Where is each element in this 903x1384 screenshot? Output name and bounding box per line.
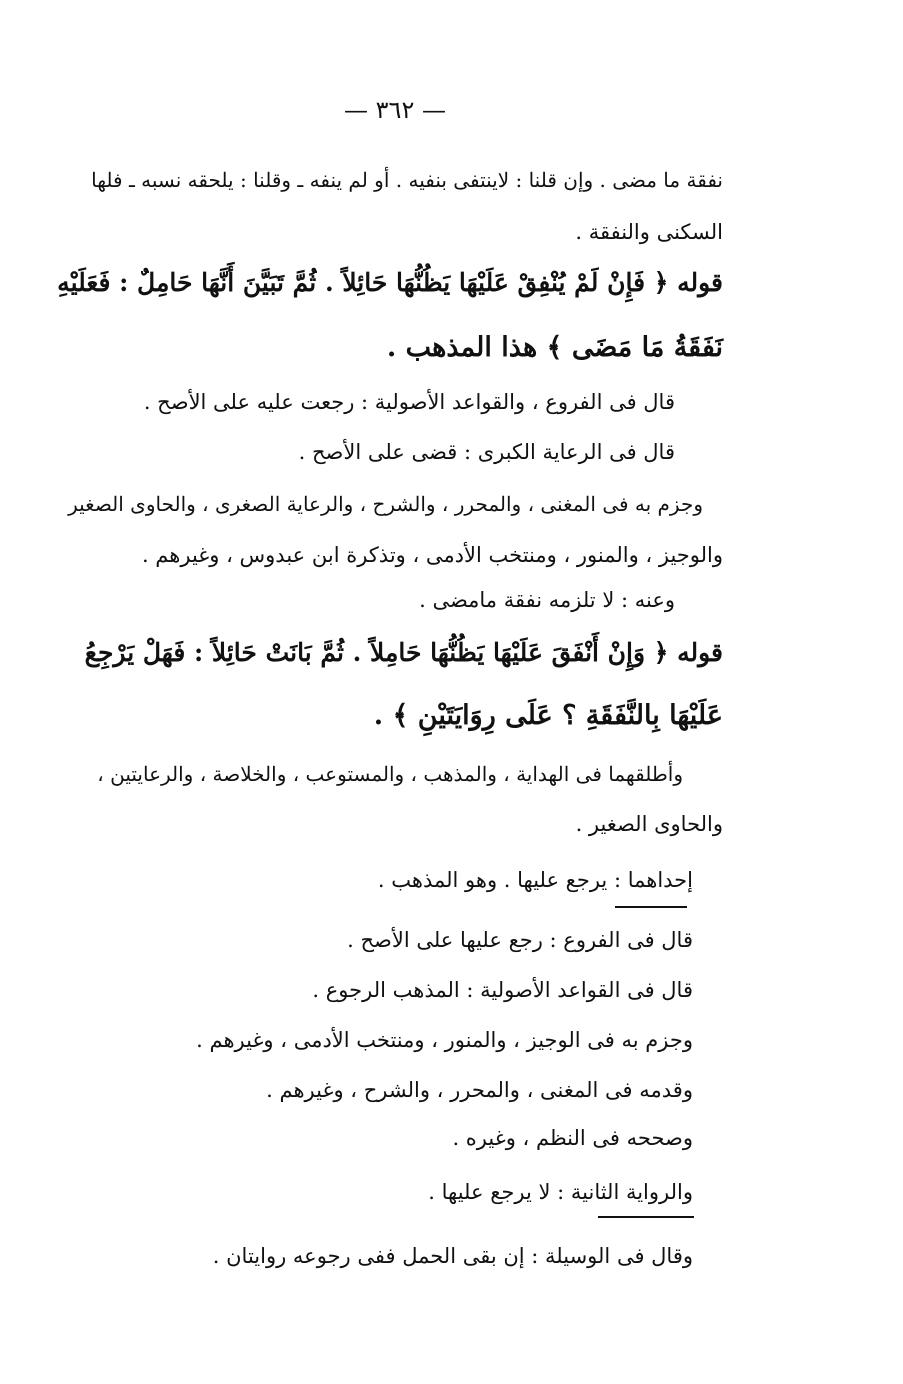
- second-narration-line: [428, 1180, 693, 1204]
- label-underline: [615, 906, 687, 908]
- text-line: وجزم به فى المغنى ، والمحرر ، والشرح ، والرعاية الصغرى ، والحاوى الصغير: [68, 492, 703, 516]
- text-line: وصححه فى النظم ، وغيره .: [452, 1126, 693, 1150]
- first-narration-line: [378, 868, 693, 892]
- text-line: قال فى الرعاية الكبرى : قضى على الأصح .: [298, 440, 675, 464]
- text-line: قال فى الفروع : رجع عليها على الأصح .: [347, 928, 693, 952]
- quoted-text-heading: نَفَقَةُ مَا مَضَى ﴾ هذا المذهب .: [386, 332, 723, 363]
- quoted-text-heading: قوله ﴿ وَإِنْ أَنْفَقَ عَلَيْهَا يَظُنُّهَا حَامِلاً . ثُمَّ بَانَتْ حَائِلاً : فَهَلْ يَرْجِعُ: [84, 638, 723, 667]
- text-line: وعنه : لا تلزمه نفقة مامضى .: [419, 588, 675, 612]
- text-line: قال فى القواعد الأصولية : المذهب الرجوع .: [312, 978, 693, 1002]
- first-narration-text: إحداهما : يرجع عليها . وهو المذهب .: [377, 868, 693, 892]
- text-line: وقدمه فى المغنى ، والمحرر ، والشرح ، وغيرهم .: [266, 1078, 693, 1102]
- text-line: السكنى والنفقة .: [575, 220, 723, 244]
- label-underline: [598, 1216, 694, 1218]
- text-line: وجزم به فى الوجيز ، والمنور ، ومنتخب الأدمى ، وغيرهم .: [196, 1028, 693, 1052]
- second-narration-text: والرواية الثانية : لا يرجع عليها .: [428, 1180, 693, 1204]
- text-line: وقال فى الوسيلة : إن بقى الحمل ففى رجوعه روايتان .: [212, 1244, 693, 1268]
- text-line: نفقة ما مضى . وإن قلنا : لاينتفى بنفيه . أو لم ينفه ـ وقلنا : يلحقه نسبه ـ فلها: [91, 168, 723, 192]
- text-line: قال فى الفروع ، والقواعد الأصولية : رجعت عليه على الأصح .: [143, 390, 675, 414]
- text-line: والوجيز ، والمنور ، ومنتخب الأدمى ، وتذكرة ابن عبدوس ، وغيرهم .: [141, 543, 723, 567]
- text-line: والحاوى الصغير .: [575, 812, 723, 836]
- quoted-text-heading: قوله ﴿ فَإِنْ لَمْ يُنْفِقْ عَلَيْهَا يَظُنُّهَا حَائِلاً . ثُمَّ تَبَيَّنَ أَنَّهَا حَامِلٌ : فَعَلَيْهِ: [57, 268, 723, 297]
- text-line: وأطلقهما فى الهداية ، والمذهب ، والمستوعب ، والخلاصة ، والرعايتين ،: [97, 762, 683, 786]
- page-number: — ٣٦٢ —: [344, 96, 446, 124]
- quoted-text-heading: عَلَيْهَا بِالنَّفَقَةِ ؟ عَلَى رِوَايَتَيْنِ ﴾ .: [373, 700, 723, 731]
